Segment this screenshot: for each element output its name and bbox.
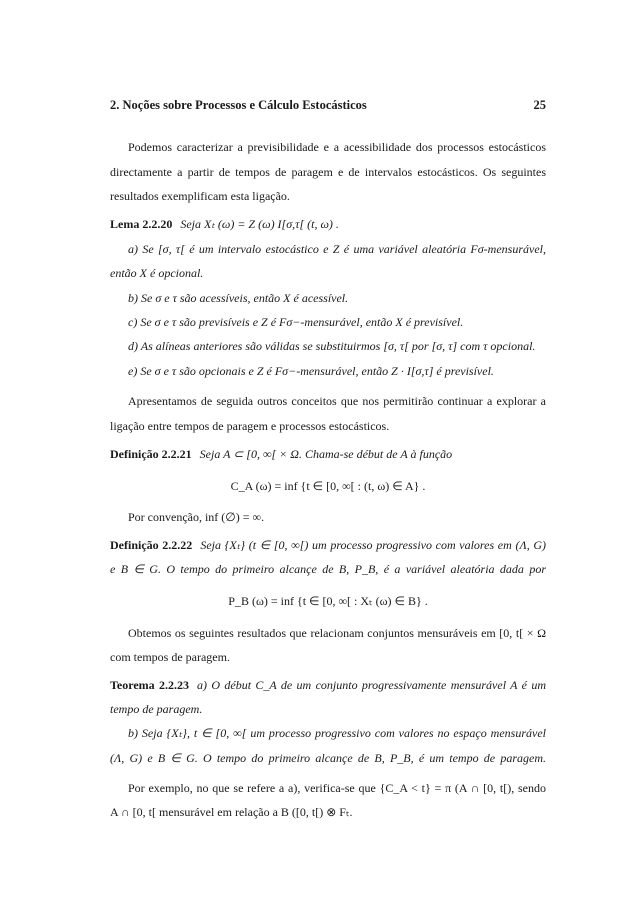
paragraph-4-line-1: Por exemplo, no que se refere a a), verifica-se que {C_A < t} = π (A ∩ [0, t[), sendo xyxy=(128,781,546,795)
definition-2-2-22-formula: P_B (ω) = inf {t ∈ [0, ∞[ : Xₜ (ω) ∈ B} . xyxy=(228,594,428,608)
definition-2-2-22-label: Definição 2.2.22 xyxy=(110,538,193,552)
convention-line: Por convenção, inf (∅) = ∞. xyxy=(128,510,265,524)
definition-2-2-22-text: Seja {Xₜ} (t ∈ [0, ∞[) um processo progressivo com valores em (Λ, G) xyxy=(200,538,547,552)
definition-2-2-22-line-1 xyxy=(110,537,546,553)
teorema-item-b-line-2: (Λ, G) e B ∈ G. O tempo do primeiro alcançe de B, P_B, é um tempo de paragem. xyxy=(110,751,546,765)
lema-label: Lema 2.2.20 xyxy=(110,217,173,231)
definition-2-2-21-line xyxy=(110,446,546,462)
paragraph-3-line-2: com tempos de paragem. xyxy=(110,650,230,664)
definition-2-2-21-formula: C_A (ω) = inf {t ∈ [0, ∞[ : (t, ω) ∈ A} . xyxy=(230,479,426,493)
lema-statement-line xyxy=(110,216,546,232)
paragraph-2-line-1: Apresentamos de seguida outros conceitos que nos permitirão continuar a explorar a xyxy=(128,394,546,408)
lema-statement: Seja Xₜ (ω) = Z (ω) I[σ,τ[ (t, ω) . xyxy=(180,217,339,231)
chapter-title: 2. Noções sobre Processos e Cálculo Estocásticos xyxy=(110,98,367,112)
paragraph-1-line-1: Podemos caracterizar a previsibilidade e a acessibilidade dos processos estocásticos xyxy=(128,140,546,154)
lema-item-a-line-1: a) Se [σ, τ[ é um intervalo estocástico e Z é uma variável aleatória Fσ-mensurável, xyxy=(128,242,546,256)
teorema-label: Teorema 2.2.23 xyxy=(110,678,190,692)
running-header xyxy=(110,98,546,114)
lema-item-e: e) Se σ e τ são opcionais e Z é Fσ−-mensurável, então Z · I[σ,τ] é previsível. xyxy=(128,364,494,378)
teorema-line-1 xyxy=(110,677,546,693)
definition-2-2-21-label: Definição 2.2.21 xyxy=(110,447,192,461)
lema-item-b: b) Se σ e τ são acessíveis, então X é acessível. xyxy=(128,291,349,305)
paragraph-2-line-2: ligação entre tempos de paragem e processos estocásticos. xyxy=(110,419,390,433)
teorema-item-b-line-1: b) Seja {Xₜ}, t ∈ [0, ∞[ um processo progressivo com valores no espaço mensurável xyxy=(128,726,546,740)
paragraph-4-line-2: A ∩ [0, t[ mensurável em relação a B ([0, t[) ⊗ Fₜ. xyxy=(110,805,353,819)
lema-item-d: d) As alíneas anteriores são válidas se substituirmos [σ, τ[ por [σ, τ] com τ opcional. xyxy=(128,339,536,353)
lema-item-a-line-2: então X é opcional. xyxy=(110,266,204,280)
definition-2-2-22-line-2: e B ∈ G. O tempo do primeiro alcançe de B, P_B, é a variável aleatória dada por xyxy=(110,562,546,576)
lema-item-c: c) Se σ e τ são previsíveis e Z é Fσ−-mensurável, então X é previsível. xyxy=(128,315,464,329)
paragraph-3-line-1: Obtemos os seguintes resultados que relacionam conjuntos mensuráveis em [0, t[ × Ω xyxy=(128,626,546,640)
teorema-item-a-line-2: tempo de paragem. xyxy=(110,702,203,716)
definition-2-2-21-statement: Seja A ⊂ [0, ∞[ × Ω. Chama-se début de A à função xyxy=(199,447,453,461)
teorema-item-a-line-1: a) O début C_A de um conjunto progressivamente mensurável A é um xyxy=(197,678,546,692)
page-number: 25 xyxy=(533,98,546,112)
paragraph-1-line-3: resultados exemplificam esta ligação. xyxy=(110,189,290,203)
paragraph-1-line-2: directamente a partir de tempos de paragem e de intervalos estocásticos. Os seguintes xyxy=(110,165,546,179)
